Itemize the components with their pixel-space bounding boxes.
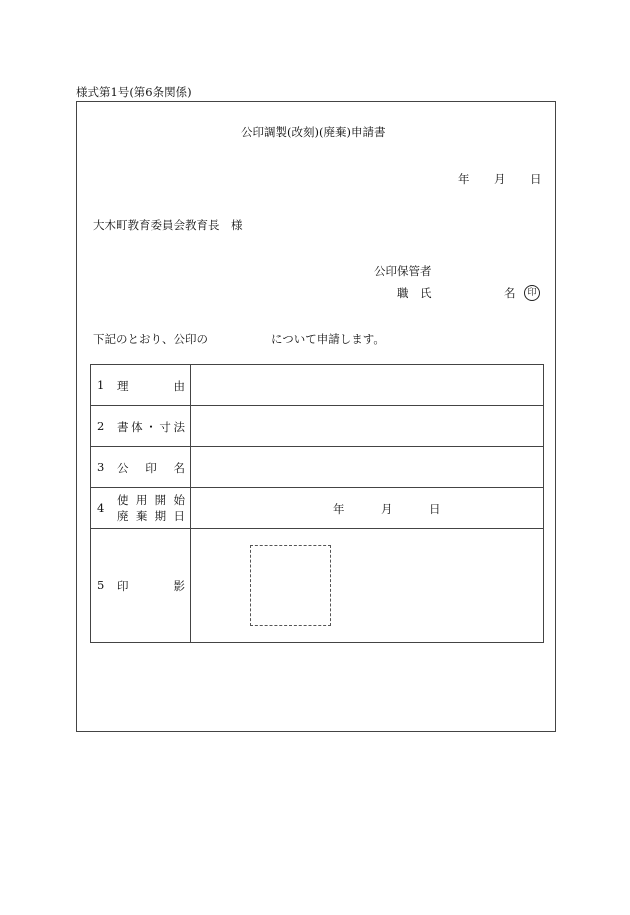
row-label-cell [91, 529, 191, 642]
date-year-label: 年 [458, 172, 470, 186]
applicant-name-char: 名 [504, 286, 516, 300]
table-row [91, 406, 543, 447]
row-label-seal-impression: 印 影 [117, 579, 185, 593]
request-text-after: について申請します。 [271, 332, 385, 346]
row-label-seal-name: 公 印 名 [117, 461, 185, 475]
row-label-cell [91, 488, 191, 528]
seal-mark: 印 [524, 284, 540, 301]
request-text-before: 下記のとおり、公印の [93, 332, 208, 346]
row-number: 4 [97, 501, 105, 515]
table-row [91, 488, 543, 529]
date-month-label: 月 [494, 172, 506, 186]
table-row [91, 365, 543, 406]
row-label-start-use: 使 用 開 始 [117, 493, 185, 507]
form-number: 様式第1号(第6条関係) [76, 85, 192, 99]
row-label-reason: 理 由 [117, 379, 185, 393]
row-label-cell [91, 365, 191, 405]
applicant-position-char-1: 職 [397, 286, 409, 300]
applicant-heading: 公印保管者 [374, 264, 432, 278]
seal-impression-box [250, 545, 331, 626]
row-label-style-size: 書 体 ・ 寸 法 [117, 420, 185, 434]
row-date-year: 年 [333, 502, 345, 516]
row-label-cell [91, 447, 191, 487]
row-label-cell [91, 406, 191, 446]
row-number: 5 [97, 578, 105, 592]
applicant-position-char-2: 氏 [420, 286, 432, 300]
table-row [91, 447, 543, 488]
row-number: 3 [97, 460, 105, 474]
row-label-disposal-date: 廃 棄 期 日 [117, 509, 185, 523]
row-date-day: 日 [429, 502, 441, 516]
row-date-month: 月 [381, 502, 393, 516]
form-title: 公印調製(改刻)(廃棄)申請書 [241, 125, 386, 139]
addressee: 大木町教育委員会教育長 様 [93, 218, 243, 232]
row-number: 1 [97, 378, 105, 392]
row-number: 2 [97, 419, 105, 433]
date-day-label: 日 [530, 172, 542, 186]
